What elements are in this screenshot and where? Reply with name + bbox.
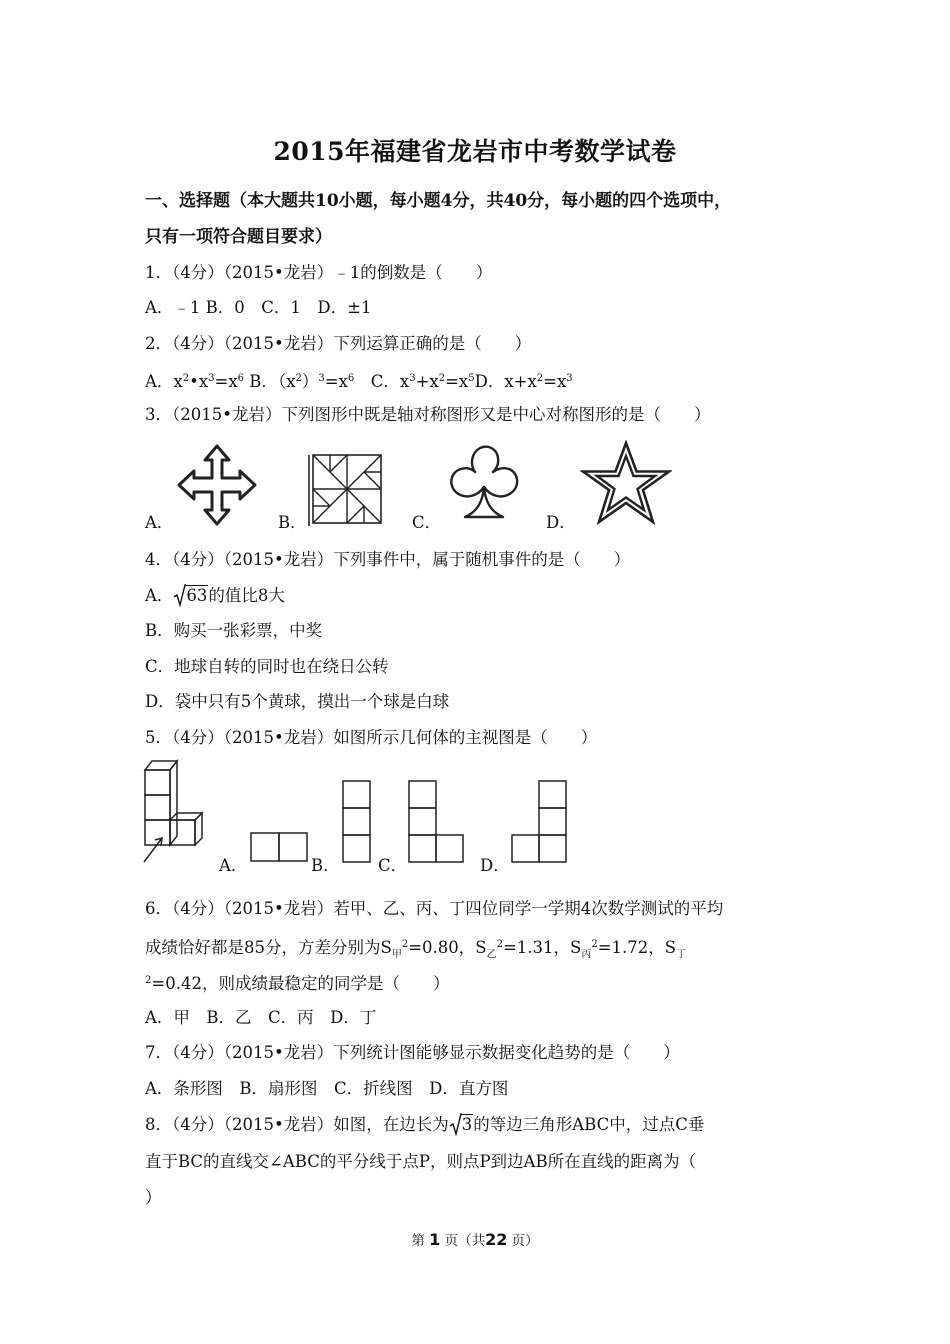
- q5-option-b-view: [342, 780, 372, 864]
- q3-label-c: C．: [412, 513, 442, 532]
- q8-text-a: 8．（4分）（2015•龙岩）如图，在边长为: [145, 1115, 449, 1134]
- q5-label-a: A．: [219, 856, 248, 875]
- sqrt-3: [449, 1114, 474, 1136]
- q4-option-a-prefix: A．: [145, 586, 174, 605]
- q3-figure-a-arrows-icon: [176, 444, 258, 526]
- footer-mid: 页（共: [444, 1233, 486, 1249]
- q2-options: A．$x^2•x^3=x^6$ B．$(x^2)^3=x^6$ C．$x^3+x^2=x^5D$．$x+x^2=x^3$: [145, 372, 573, 391]
- page-title: 2015年福建省龙岩市中考数学试卷: [273, 137, 677, 166]
- sqrt-sign-icon: [449, 1113, 462, 1137]
- q6-sub-ding: 丁: [676, 949, 687, 961]
- q7-options: A．条形图 B．扇形图 C．折线图 D．直方图: [145, 1079, 509, 1098]
- q4-option-d: D．袋中只有5个黄球，摸出一个球是白球: [145, 692, 450, 711]
- q7-stem: 7．（4分）（2015•龙岩）下列统计图能够显示数据变化趋势的是（ ）: [145, 1043, 680, 1062]
- q6-val-jia: =0.80，S: [408, 938, 487, 957]
- q3-label-a: A．: [145, 513, 174, 532]
- q4-stem: 4．（4分）（2015•龙岩）下列事件中，属于随机事件的是（ ）: [145, 550, 631, 569]
- q6-sub-yi: 乙: [486, 949, 497, 961]
- q2-option-b-label: B．: [249, 372, 278, 391]
- q1-options: A．﹣1 B．0 C．1 D．±1: [145, 298, 372, 317]
- sqrt-sign-icon: [173, 584, 186, 608]
- q3-figure-c-club-icon: [443, 441, 525, 523]
- q8-text-b: 的等边三角形ABC中，过点C垂: [473, 1115, 705, 1134]
- q3-label-d: D．: [546, 513, 576, 532]
- q8-line1: [145, 1114, 704, 1136]
- sqrt-radicand: 63: [186, 586, 208, 605]
- q6-sub-bing: 丙: [581, 949, 592, 961]
- section-heading-cont: 只有一项符合题目要求）: [145, 227, 332, 247]
- q2-stem: 2．（4分）（2015•龙岩）下列运算正确的是（ ）: [145, 334, 532, 353]
- q4-option-b: B．购买一张彩票，中奖: [145, 621, 323, 640]
- q6-line2: 成绩恰好都是85分，方差分别为$S_甲^2=0.80$，$S_乙^2=1.31$，$S_丙^2=1.72$，$S_丁$: [145, 938, 687, 961]
- q3-label-b: B．: [278, 513, 307, 532]
- q3-stem: 3．（2015•龙岩）下列图形中既是轴对称图形又是中心对称图形的是（ ）: [145, 405, 711, 424]
- q6-val-yi: =1.31，S: [502, 938, 582, 957]
- sqrt-63: [173, 585, 208, 607]
- q5-option-d-view: [510, 780, 570, 864]
- q5-stem: 5．（4分）（2015•龙岩）如图所示几何体的主视图是（ ）: [145, 728, 598, 747]
- q3-figure-b-pinwheel-icon: [307, 452, 385, 528]
- q5-label-b: B．: [311, 856, 340, 875]
- q8-line3: ）: [145, 1188, 162, 1207]
- q1-stem: 1．（4分）（2015•龙岩）﹣1的倒数是（ ）: [145, 263, 493, 282]
- q5-label-c: C．: [378, 856, 408, 875]
- q6-sub-jia: 甲: [391, 949, 402, 961]
- q2-option-c-label: C．: [370, 372, 400, 391]
- q6-line3-text: =0.42，则成绩最稳定的同学是（ ）: [151, 974, 450, 993]
- footer-prefix: 第: [411, 1233, 425, 1249]
- q2-option-d-label: D．: [474, 372, 505, 391]
- q5-option-c-view: [408, 780, 466, 864]
- footer-total-pages: 22: [485, 1230, 508, 1249]
- page-footer: [0, 1229, 950, 1249]
- q5-option-a-view: [250, 832, 308, 864]
- sqrt-radicand: 3: [461, 1115, 473, 1134]
- q5-label-d: D．: [480, 856, 510, 875]
- section-heading: 一、选择题（本大题共10小题，每小题4分，共40分，每小题的四个选项中，: [145, 191, 732, 211]
- footer-suffix: 页）: [511, 1233, 539, 1249]
- q6-line3: $^2$=0.42，则成绩最稳定的同学是（ ）: [145, 974, 450, 993]
- q3-figure-d-star-icon: [580, 440, 672, 528]
- q4-option-a: [145, 585, 285, 607]
- q6-val-bing: =1.72，S: [597, 938, 677, 957]
- q5-solid-figure: [140, 758, 210, 866]
- q6-text-a: 成绩恰好都是85分，方差分别为S: [145, 938, 392, 957]
- q6-line1: 6．（4分）（2015•龙岩）若甲、乙、丙、丁四位同学一学期4次数学测试的平均: [145, 899, 724, 918]
- q2-option-a-label: A．: [145, 372, 174, 391]
- q4-option-a-suffix: 的值比8大: [208, 586, 285, 605]
- q4-option-c: C．地球自转的同时也在绕日公转: [145, 657, 389, 676]
- q8-line2: 直于BC的直线交∠ABC的平分线于点P，则点P到边AB所在直线的距离为（: [145, 1152, 697, 1171]
- q6-options: A．甲 B．乙 C．丙 D．丁: [145, 1008, 377, 1027]
- footer-page-number: 1: [429, 1230, 441, 1249]
